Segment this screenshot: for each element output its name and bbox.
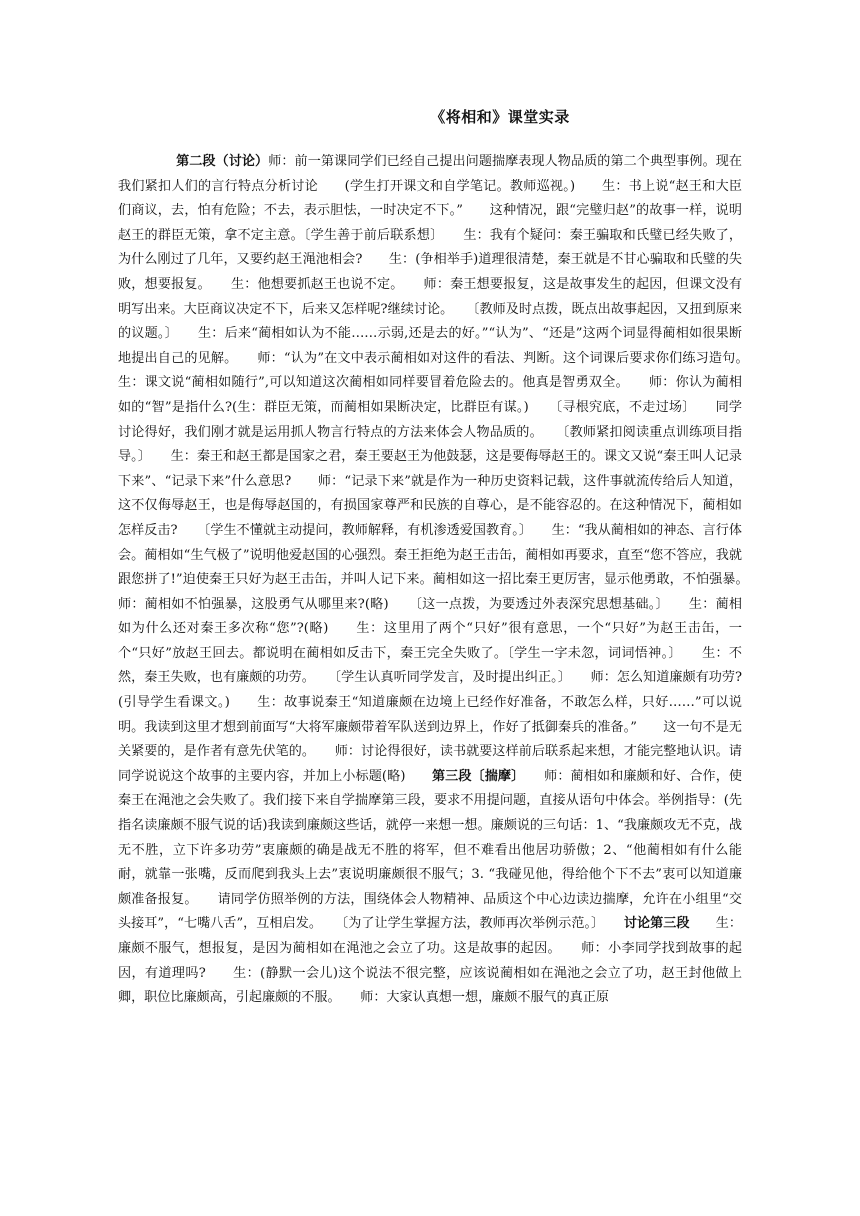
transcript-part-1: 师：前一第课同学们已经自己提出问题揣摩表现人物品质的第二个典型事例。现在我们紧扣人们的言行特点分析讨论 (学生打开课文和自学笔记。教师巡视。) 生：书上说“赵王和大臣们商议，去，怕有危险；不去，表示胆怯，一时决定不下。” 这种情况，跟“完璧归赵”的故事一样，说明赵王的群臣无策，拿不定主意。〔学生善于前后联系想〕 生：我有个疑问：秦王骗取和氏璧已经失败了，为什么刚过了几年，又要约赵王渑池相会? 生：(争相举手)道理很清楚，秦王就是不甘心骗取和氏璧的失败，想要报复。 生：他想要抓赵王也说不定。 师：秦王想要报复，这是故事发生的起因，但课文没有明写出来。大臣商议决定不下，后来又怎样呢?继续讨论。 〔教师及时点拨，既点出故事起因，又扭到原来的议题。〕 生：后来“蔺相如认为不能……示弱,还是去的好。”“认为”、“还是”这两个词显得蔺相如很果断地提出自己的见解。 师：“认为”在文中表示蔺相如对这件的看法、判断。这个词课后要求你们练习造句。 生：课文说“蔺相如随行”,可以知道这次蔺相如同样要冒着危险去的。他真是智勇双全。 师：你认为蔺相如的“智”是指什么?(生：群臣无策，而蔺相如果断决定，比群臣有谋。) 〔寻根究底，不走过场〕 同学讨论得好，我们刚才就是运用抓人物言行特点的方法来体会人物品质的。 〔教师紧扣阅读重点训练项目指导。〕 生：秦王和赵王都是国家之君，秦王要赵王为他鼓瑟，这是要侮辱赵王的。课文又说“秦王叫人记录下来”、“记录下来”什么意思? 师：“记录下来”就是作为一种历史资料记载，这件事就流传给后人知道，这不仅侮辱赵王，也是侮辱赵国的，有损国家尊严和民族的自尊心，是不能容忍的。在这种情况下，蔺相如怎样反击? 〔学生不懂就主动提问，教师解释，有机渗透爱国教育。〕 生：“我从蔺相如的神态、言行体会。蔺相如“生气极了”说明他爱赵国的心强烈。秦王拒绝为赵王击缶，蔺相如再要求，直至“您不答应，我就跟您拼了!”迫使秦王只好为赵王击缶，并叫人记下来。蔺相如这一招比秦王更厉害，显示他勇敢，不怕强暴。 师：蔺相如不怕强暴，这股勇气从哪里来?(略) 〔这一点拨，为要透过外表深究思想基础。〕 生：蔺相如为什么还对秦王多次称“您”?(略) 生：这里用了两个“只好”很有意思，一个“只好”为赵王击缶，一个“只好”放赵王回去。都说明在蔺相如反击下，秦王完全失败了。〔学生一字未忽，词词悟神。〕 生：不然，秦王失败，也有廉颇的功劳。 〔学生认真听同学发言，及时提出纠正。〕 师：怎么知道廉颇有功劳?(引导学生看课文。) 生：故事说秦王“知道廉颇在边境上已经作好准备，不敢怎么样，只好……”可以说明。我读到这里才想到前面写“大将军廉颇带着军队送到边界上，作好了抵御秦兵的准备。” 这一句不是无关紧要的，是作者有意先伏笔的。 师：讨论得很好，读书就要这样前后联系起来想，才能完整地认识。请同学说说这个故事的主要内容，并加上小标题(略) <box>118 154 769 784</box>
transcript-part-2: 师：蔺相如和廉颇和好、合作，使秦王在渑池之会失败了。我们接下来自学揣摩第三段，要求不用提问题，直接从语句中体会。举例指导：(先指名读廉颇不服气说的话)我读到廉颇这些话，就停一来想一想。廉颇说的三句话：1、“我廉颇攻无不克，战无不胜，立下许多功劳”衷廉颇的确是战无不胜的将军，但不难看出他居功骄傲；2、“他蔺相如有什么能耐，就靠一张嘴，反而爬到我头上去”衷说明廉颇很不服气；3. “我碰见他，得给他个下不去”衷可以知道廉颇准备报复。 请同学仿照举例的方法，围绕体会人物精神、品质这个中心边读边揣摩，允许在小组里“交头接耳”，“七嘴八舌”，互相启发。 〔为了让学生掌握方法，教师再次举例示范。〕 <box>118 768 742 932</box>
page-title-text: 《将相和》课堂实录 <box>430 108 570 126</box>
transcript-part-3: 生：廉颇不服气，想报复，是因为蔺相如在渑池之会立了功。这是故事的起因。 师：小李同学找到故事的起因，有道理吗? 生：(静默一会儿)这个说法不很完整，应该说蔺相如在渑池之会立了功，赵王封他做上卿，职位比廉颇高，引起廉颇的不服。 师：大家认真想一想，廉颇不服气的真正原 <box>118 916 743 1006</box>
page-title <box>0 106 860 127</box>
lesson-transcript <box>118 150 769 1011</box>
section-heading-2: 第二段（讨论） <box>176 154 269 169</box>
section-heading-3: 第三段〔揣摩〕 <box>431 768 518 784</box>
discussion-label: 讨论第三段 <box>623 916 690 932</box>
